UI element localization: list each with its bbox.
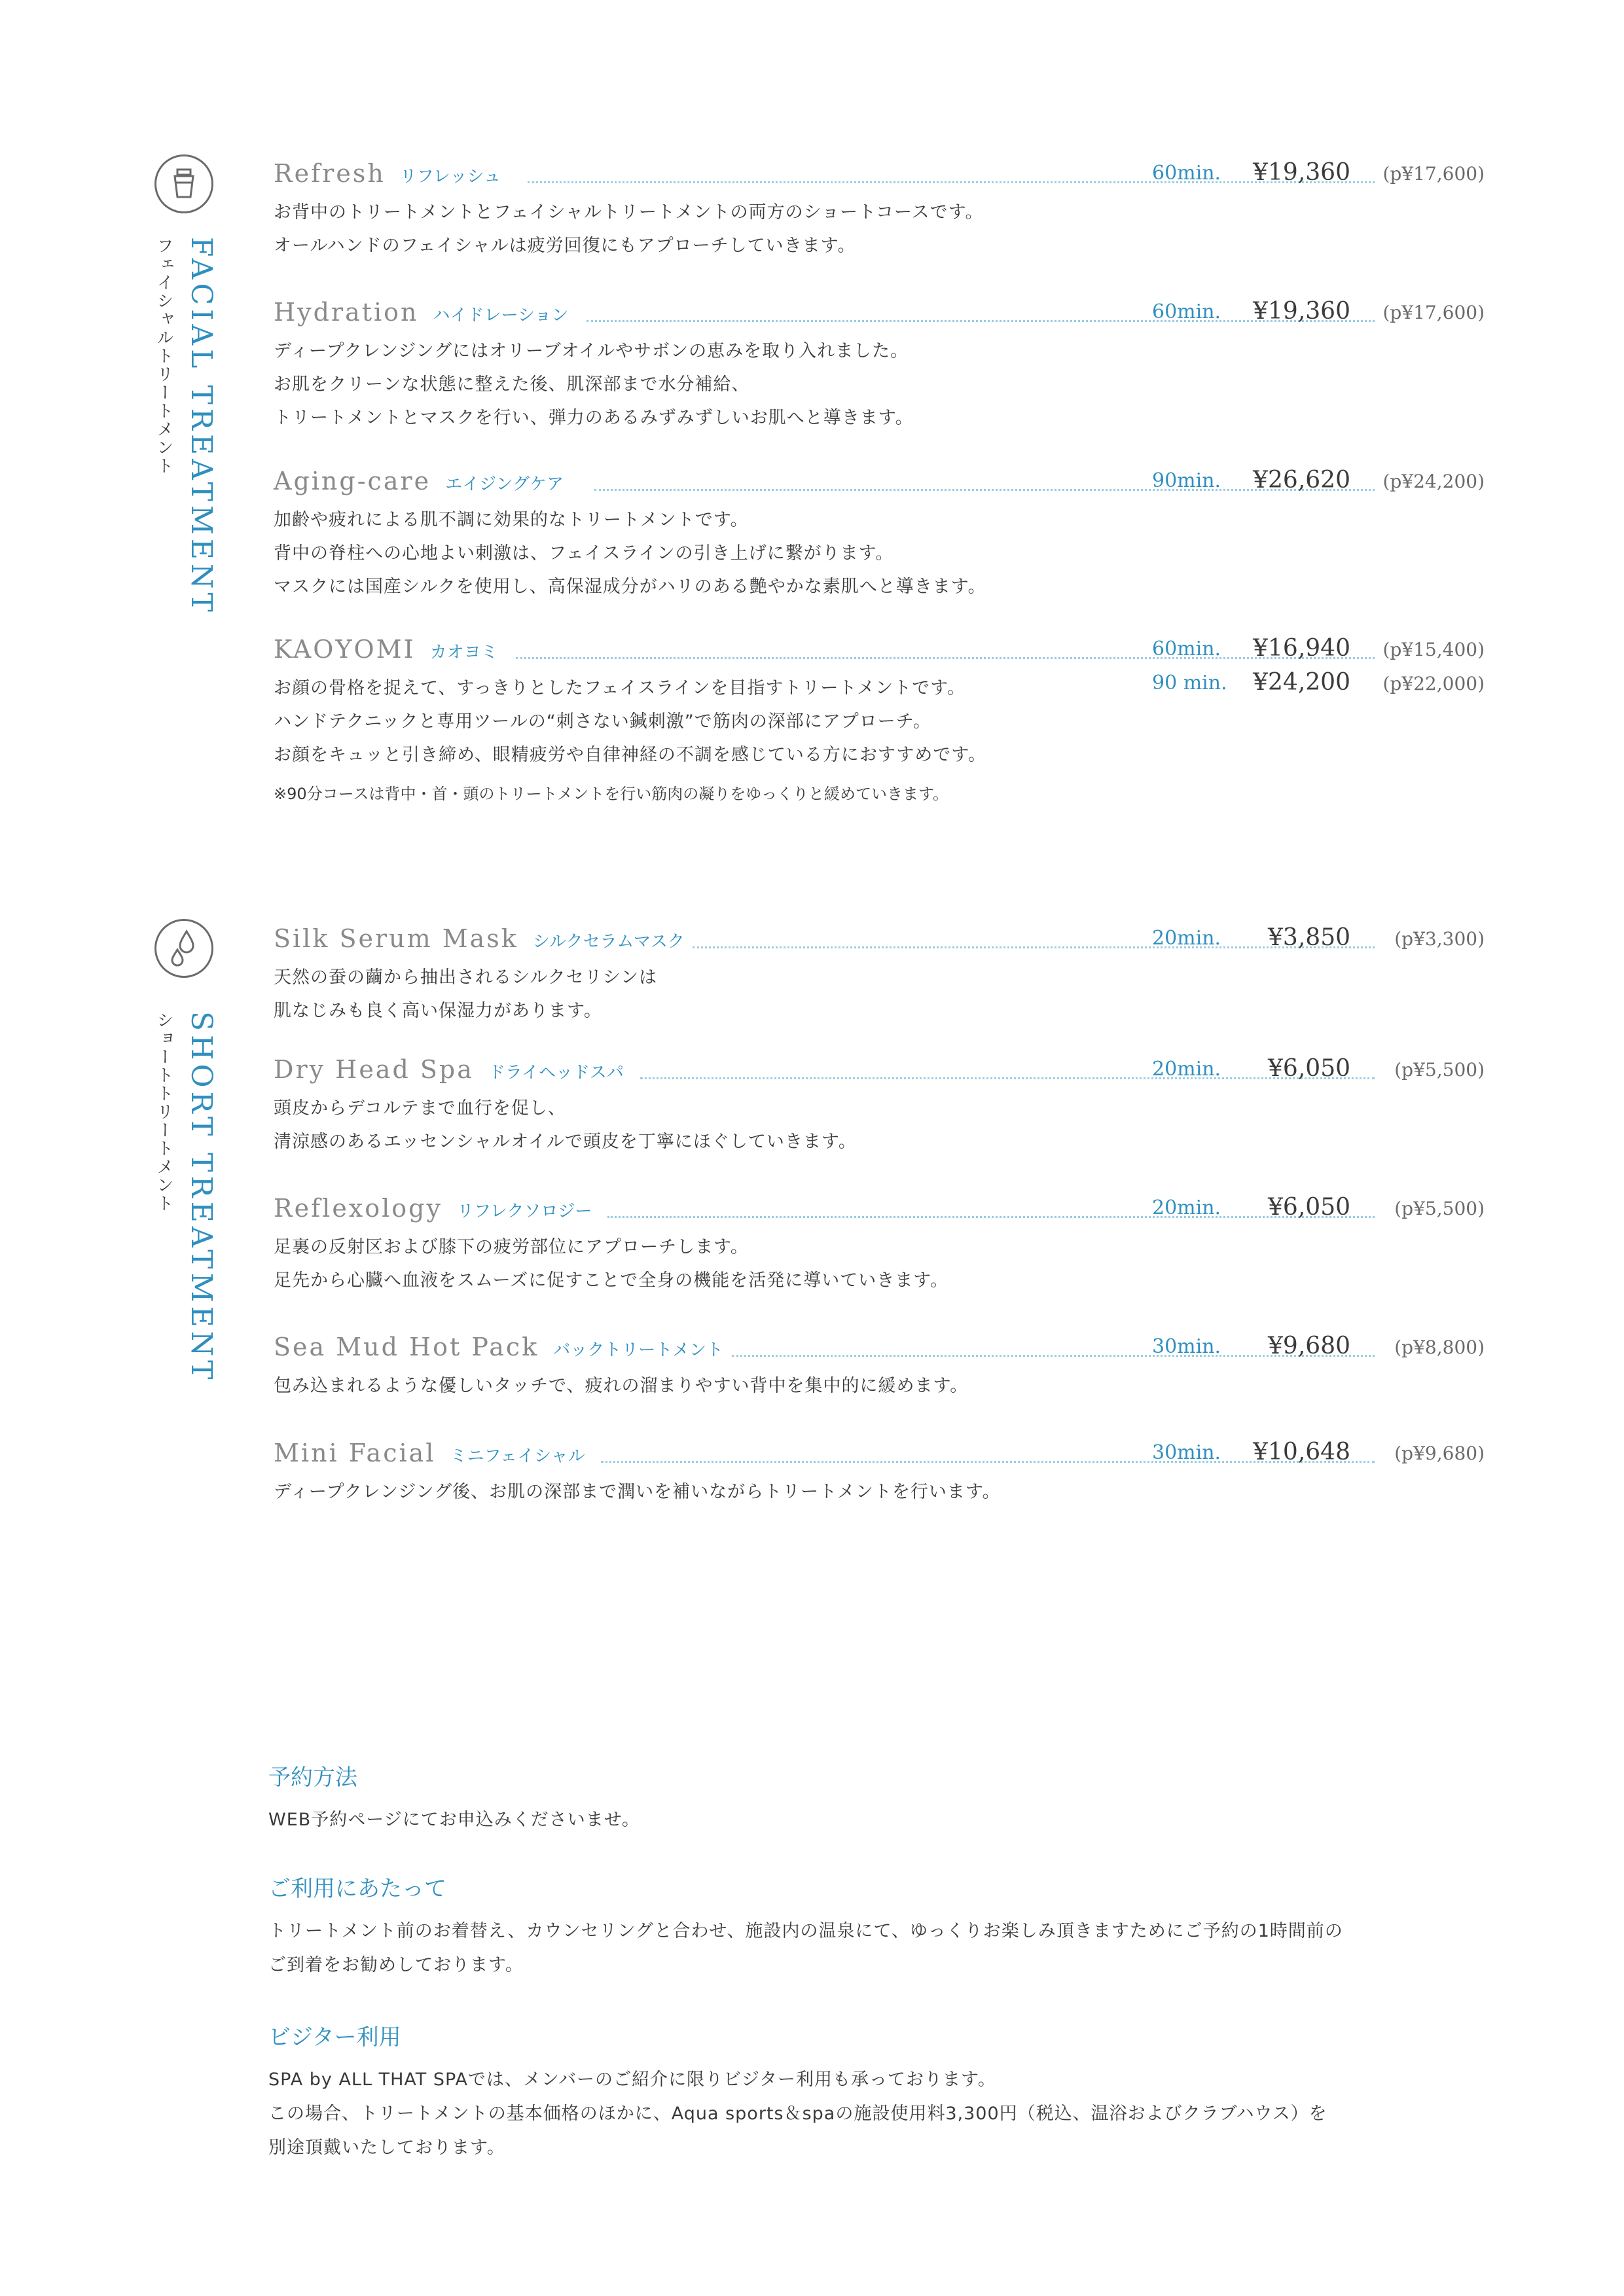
item-name-jp: ハイドレーション (433, 306, 569, 325)
member-price: (p¥9,680) (1394, 1443, 1485, 1464)
duration: 90 min. (1152, 672, 1227, 694)
duration: 90min. (1152, 469, 1221, 492)
item-description: お顔の骨格を捉えて、すっきりとしたフェイスラインを目指すトリートメントです。 ハンドテクニックと専用ツールの“刺さない鍼刺激”で筋肉の深部にアプローチ。 お顔をキュッと引き締め、眼精疲労や自律神経の不調を感じている方におすすめです。 (274, 678, 987, 765)
price: ¥9,680 (1268, 1333, 1350, 1359)
menu-item-hydration (274, 298, 1485, 435)
short-heading-jp: ショートトリートメント (154, 1011, 173, 1213)
price-line (1152, 924, 1485, 958)
info-reservation (268, 1759, 1486, 1837)
price-line (1152, 298, 1485, 332)
duration: 20min. (1152, 1196, 1221, 1219)
item-name-jp: ドライヘッドスパ (488, 1063, 624, 1083)
duration: 60min. (1152, 162, 1221, 185)
member-price: (p¥8,800) (1394, 1336, 1485, 1358)
item-description: ディープクレンジング後、お肌の深部まで潤いを補いながらトリートメントを行います。 (274, 1482, 1001, 1502)
price: ¥6,050 (1268, 1055, 1350, 1082)
water-drops-icon (154, 919, 213, 978)
info-text: トリートメント前のお着替え、カウンセリングと合わせ、施設内の温泉にて、ゆっくりお楽しみ頂きますためにご予約の1時間前の ご到着をお勧めしております。 (268, 1921, 1343, 1975)
item-name: Refresh (274, 159, 386, 188)
menu-item-refresh (274, 159, 1485, 262)
item-name-jp: リフレクソロジー (456, 1202, 592, 1221)
item-name: Sea Mud Hot Pack (274, 1333, 539, 1361)
item-name-jp: バックトリートメント (553, 1340, 723, 1360)
facial-heading-jp: フェイシャルトリートメント (154, 237, 173, 475)
cup-icon (154, 154, 213, 213)
member-price: (p¥22,000) (1382, 673, 1485, 694)
item-description: お背中のトリートメントとフェイシャルトリートメントの両方のショートコースです。 オールハンドのフェイシャルは疲労回復にもアプローチしていきます。 (274, 202, 984, 256)
info-usage (268, 1871, 1486, 1982)
member-price: (p¥17,600) (1382, 302, 1485, 323)
menu-item-sea-mud-hot-pack (274, 1333, 1485, 1403)
price: ¥26,620 (1253, 467, 1350, 493)
item-name-jp: リフレッシュ (399, 167, 501, 187)
item-description: 頭皮からデコルテまで血行を促し、 清涼感のあるエッセンシャルオイルで頭皮を丁寧にほぐしていきます。 (274, 1098, 857, 1152)
member-price: (p¥5,500) (1394, 1059, 1485, 1081)
member-price: (p¥15,400) (1382, 639, 1485, 660)
price-line (1152, 669, 1485, 703)
price: ¥10,648 (1253, 1439, 1350, 1465)
menu-item-dry-head-spa (274, 1055, 1485, 1158)
price: ¥6,050 (1268, 1194, 1350, 1221)
menu-item-reflexology (274, 1194, 1485, 1297)
facial-heading: FACIAL TREATMENT (185, 237, 218, 616)
item-description: 加齢や疲れによる肌不調に効果的なトリートメントです。 背中の脊柱への心地よい刺激は、フェイスラインの引き上げに繋がります。 マスクには国産シルクを使用し、高保湿成分がハリのある艶やかな素肌へと導きます。 (274, 510, 986, 597)
item-name-jp: カオヨミ (429, 643, 498, 662)
price: ¥19,360 (1253, 298, 1350, 325)
item-name: Reflexology (274, 1194, 442, 1223)
item-name: Dry Head Spa (274, 1055, 474, 1084)
duration: 20min. (1152, 927, 1221, 950)
item-name: KAOYOMI (274, 635, 416, 664)
item-name-jp: ミニフェイシャル (450, 1446, 585, 1466)
info-text: WEB予約ページにてお申込みくださいませ。 (268, 1810, 640, 1830)
price-line (1152, 1439, 1485, 1473)
menu-item-silk-serum-mask (274, 924, 1485, 1028)
duration: 30min. (1152, 1441, 1221, 1464)
menu-item-mini-facial (274, 1439, 1485, 1509)
duration: 20min. (1152, 1058, 1221, 1081)
item-note: ※90分コースは背中・首・頭のトリートメントを行い筋肉の凝りをゆっくりと緩めていきます。 (274, 785, 949, 803)
price-line (1152, 635, 1485, 669)
price-line (1152, 1194, 1485, 1228)
info-visitor (268, 2019, 1486, 2165)
price: ¥24,200 (1253, 669, 1350, 696)
item-description: 足裏の反射区および膝下の疲労部位にアプローチします。 足先から心臓へ血液をスムーズに促すことで全身の機能を活発に導いていきます。 (274, 1237, 949, 1291)
price-line (1152, 159, 1485, 193)
price: ¥3,850 (1268, 924, 1350, 951)
member-price: (p¥24,200) (1382, 471, 1485, 492)
item-name: Aging-care (274, 467, 431, 495)
item-name: Mini Facial (274, 1439, 436, 1467)
duration: 60min. (1152, 637, 1221, 660)
duration: 60min. (1152, 300, 1221, 323)
price: ¥19,360 (1253, 159, 1350, 186)
menu-item-aging-care (274, 467, 1485, 603)
price-line (1152, 1055, 1485, 1089)
duration: 30min. (1152, 1335, 1221, 1358)
item-name-jp: エイジングケア (445, 475, 564, 494)
member-price: (p¥5,500) (1394, 1198, 1485, 1219)
item-name: Silk Serum Mask (274, 924, 518, 953)
short-heading: SHORT TREATMENT (185, 1011, 218, 1384)
info-heading: 予約方法 (268, 1765, 357, 1791)
item-description: 包み込まれるような優しいタッチで、疲れの溜まりやすい背中を集中的に緩めます。 (274, 1376, 969, 1396)
price-line (1152, 467, 1485, 501)
member-price: (p¥3,300) (1394, 928, 1485, 950)
info-text: SPA by ALL THAT SPAでは、メンバーのご紹介に限りビジター利用も承っております。 この場合、トリートメントの基本価格のほかに、Aqua sports＆spaの施設使用料3,300円（税込、温浴およびクラブハウス）を 別途頂戴いたしております。 (268, 2070, 1327, 2158)
price: ¥16,940 (1253, 635, 1350, 662)
info-heading: ビジター利用 (268, 2024, 401, 2051)
item-description: ディープクレンジングにはオリーブオイルやサボンの恵みを取り入れました。 お肌をクリーンな状態に整えた後、肌深部まで水分補給、 トリートメントとマスクを行い、弾力のあるみずみずしいお肌へと導きます。 (274, 341, 914, 428)
item-description: 天然の蚕の繭から抽出されるシルクセリシンは 肌なじみも良く高い保湿力があります。 (274, 967, 658, 1021)
member-price: (p¥17,600) (1382, 163, 1485, 185)
item-name: Hydration (274, 298, 419, 327)
price-line (1152, 1333, 1485, 1367)
item-name-jp: シルクセラムマスク (532, 932, 685, 952)
info-heading: ご利用にあたって (268, 1876, 446, 1902)
menu-item-kaoyomi (274, 635, 1485, 804)
